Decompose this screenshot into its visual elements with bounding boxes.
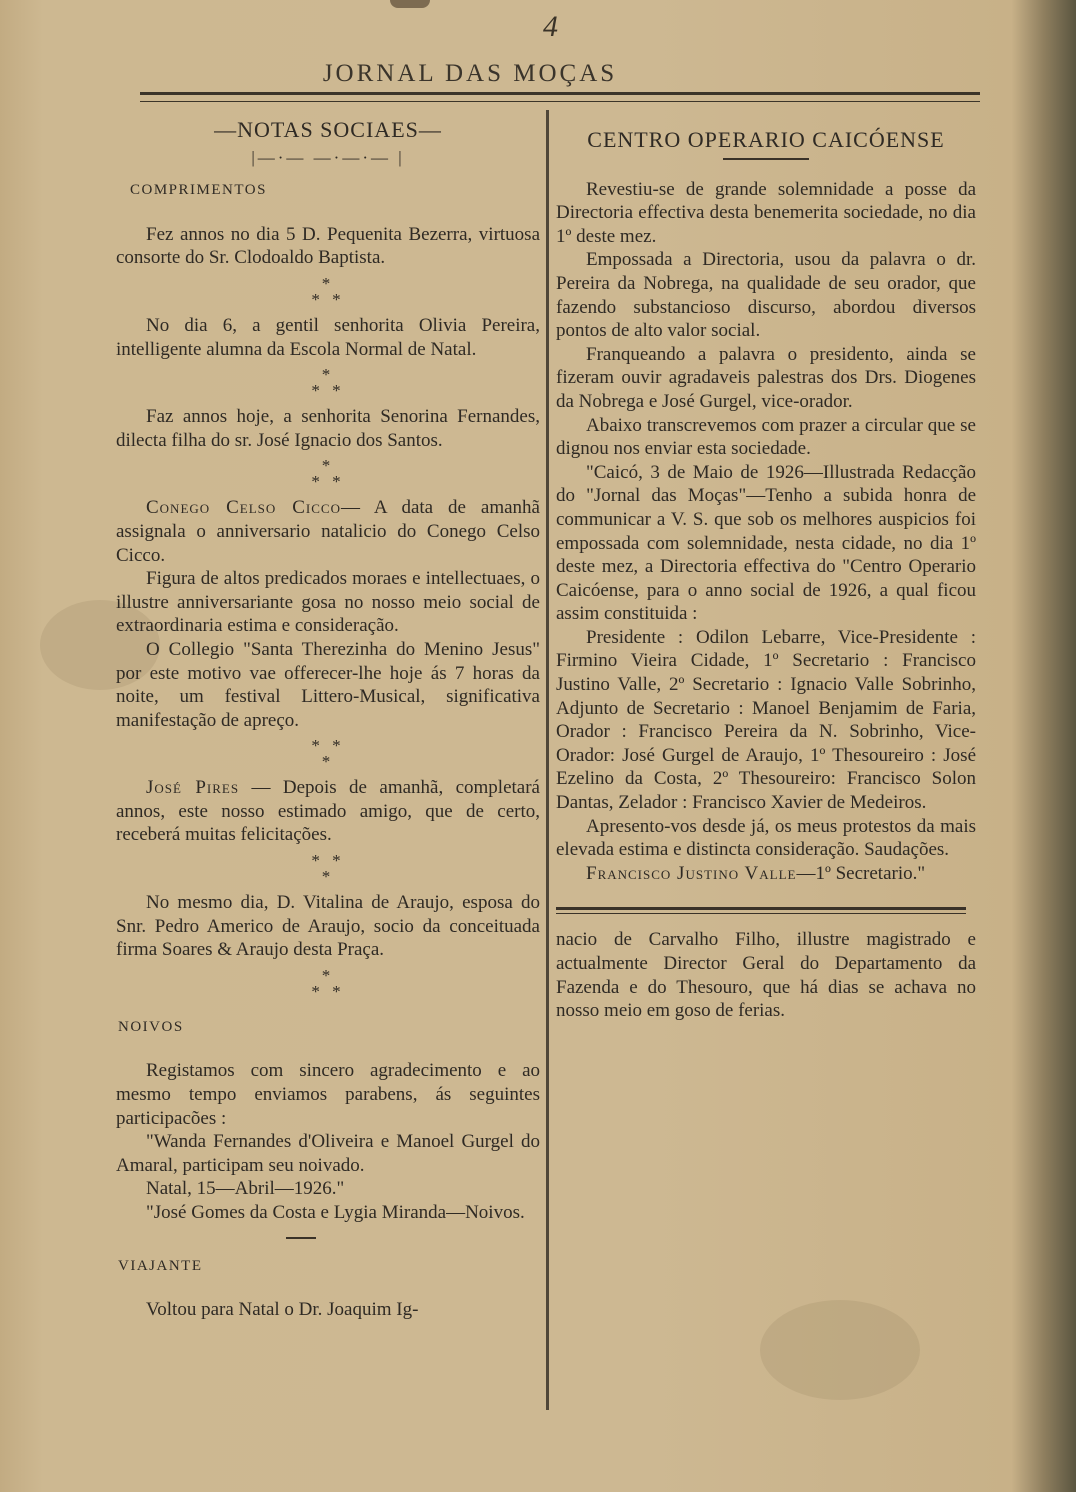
title-ornament: |—·— —·—·— | [251,147,405,167]
asterism: * * * [311,273,345,309]
subheading-comprimentos: COMPRIMENTOS [130,182,267,199]
masthead-rule [140,92,980,102]
paragraph [116,496,540,567]
subheading-viajante: VIAJANTE [118,1257,203,1274]
paragraph: Voltou para Natal o Dr. Joaquim Ig- [146,1299,419,1321]
person-name: Conego Celso Cicco [146,497,341,519]
person-name: José Pires [146,777,240,799]
paragraph-text: — Depois de amanhã, completará annos, este nosso estimado amigo, que de certo, receberá muitas felicitações. [116,777,540,846]
paragraph-text: — A data de amanhã assignala o anniversario natalicio do Conego Celso Cicco. [116,497,540,566]
asterism: * * * [311,365,345,401]
paragraph: O Collegio "Santa Therezinha do Menino Jesus" por este motivo vae offerecer-lhe hoje ás 7 horas da noite, um festival Littero-Musical, significativa manifestação de apreço. [116,638,540,731]
short-rule [286,1237,316,1239]
paragraph: Fez annos no dia 5 D. Pequenita Bezerra, virtuosa consorte do Sr. Clodoaldo Baptista. [116,223,540,269]
asterism: * * * [311,736,345,772]
paragraph [556,862,976,886]
paragraph: nacio de Carvalho Filho, illustre magistrado e actualmente Director Geral do Departamento da Fazenda e do Thesouro, que há dias se achava no nosso meio em goso de ferias. [556,929,976,1022]
left-column [116,118,540,1322]
title-underline [723,158,809,160]
paragraph-text: —1º Secretario." [796,862,926,884]
paper-stain [760,1300,920,1400]
paragraph: Registamos com sincero agradecimento e ao mesmo tempo enviamos parabens, ás seguintes participacões : [116,1060,540,1129]
paragraph: Revestiu-se de grande solemnidade a posse da Directoria effectiva desta benemerita sociedade, no dia 1º deste mez. [556,178,976,247]
paragraph: Empossada a Directoria, usou da palavra o dr. Pereira da Nobrega, na qualidade de seu orador, que fazendo substancioso discurso, abordou diversos pontos de alto valor social. [556,249,976,342]
right-column [556,128,976,1023]
paragraph: Natal, 15—Abril—1926." [146,1178,345,1200]
paragraph: Abaixo transcrevemos com prazer a circular que se dignou nos enviar esta sociedade. [556,414,976,460]
binding-mark [390,0,430,8]
asterism: * * * [311,456,345,492]
section-end-rule [556,907,966,914]
paragraph: Franqueando a palavra o presidento, ainda se fizeram ouvir agradaveis palestras dos Drs. Diogenes da Nobrega e José Gurgel, vice-orador. [556,343,976,412]
paragraph: "José Gomes da Costa e Lygia Miranda—Noivos. [146,1202,525,1223]
paragraph [116,776,540,847]
paragraph: "Caicó, 3 de Maio de 1926—Illustrada Redacção do "Jornal das Moças"—Tenho a subida honra de communicar a V. S. que sob os melhores auspicios foi empossada com solemnidade, nesta cidade, no dia 1º deste mez, a Directoria effectiva do "Centro Operario Caicóense, para o anno social de 1926, a qual ficou assim constituida : [556,461,976,625]
asterism: * * * [311,965,345,1001]
subheading-noivos: NOIVOS [118,1018,184,1035]
paragraph: No mesmo dia, D. Vitalina de Araujo, esposa do Snr. Pedro Americo de Araujo, socio da conceituada firma Soares & Araujo desta Praça. [116,892,540,961]
section-title-centro-operario: CENTRO OPERARIO CAICÓENSE [587,127,945,152]
paragraph: "Wanda Fernandes d'Oliveira e Manoel Gurgel do Amaral, participam seu noivado. [116,1131,540,1176]
paragraph: Figura de altos predicados moraes e intellectuaes, o illustre anniversariante gosa no nosso meio social de extraordinaria estima e consideração. [116,568,540,637]
page-number: 4 [543,10,558,43]
column-divider [546,110,549,1410]
asterism: * * * [311,851,345,887]
masthead: JORNAL DAS MOÇAS [322,60,618,87]
paragraph: No dia 6, a gentil senhorita Olivia Pereira, intelligente alumna da Escola Normal de Natal. [116,314,540,360]
paragraph: Presidente : Odilon Lebarre, Vice-Presidente : Firmino Vieira Cidade, 1º Secretario : Francisco Justino Valle, 2º Secretario : Ignacio Valle Sobrinho, Adjunto de Secretario : Manoel Benjamim de Faria, Orador : Francisco Pereira da N. Sobrinho, Vice-Orador: José Gurgel de Araujo, 1º Thesoureiro : José Ezelino da Costa, 2º Thesoureiro: Francisco Solon Dantas, Zelador : Francisco Xavier de Medeiros. [556,626,976,814]
paragraph: Apresento-vos desde já, os meus protestos da mais elevada estima e distincta consideração. Saudações. [556,815,976,861]
paragraph: Faz annos hoje, a senhorita Senorina Fernandes, dilecta filha do sr. José Ignacio dos Santos. [116,406,540,451]
signature-name: Francisco Justino Valle [586,862,797,884]
section-title-notas-sociaes: —NOTAS SOCIAES— [214,117,442,142]
